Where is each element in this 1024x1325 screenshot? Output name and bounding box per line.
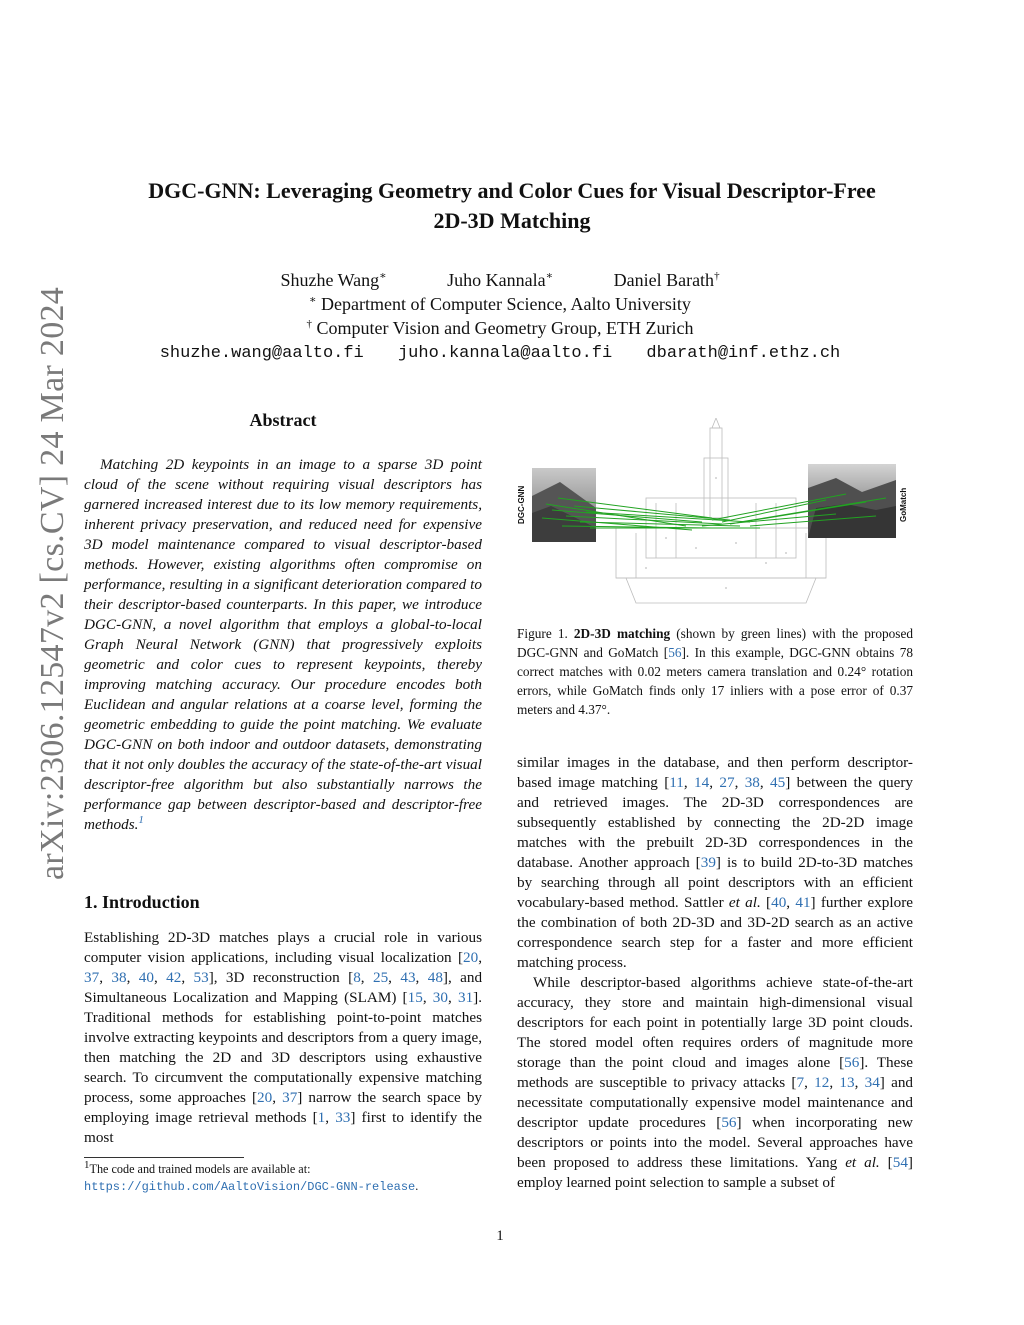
point-cloud-dots	[645, 477, 787, 589]
page-number: 1	[496, 1228, 504, 1244]
section-heading: 1. Introduction	[84, 892, 200, 912]
email: shuzhe.wang@aalto.fi	[159, 344, 364, 363]
footnote-rule	[84, 1157, 244, 1158]
author-list	[0, 270, 1000, 291]
title-line-2: 2D-3D Matching	[433, 208, 591, 233]
footnote-ref[interactable]: 1	[138, 813, 144, 826]
citation[interactable]: 37	[84, 969, 100, 986]
citation[interactable]: 56	[668, 645, 682, 660]
citation[interactable]: 13	[839, 1074, 855, 1091]
paragraph: similar images in the database, and then perform descriptor-based image matching [11, 14, 27, 38, 45] between the query and retrieved images. The 2D-3D correspondences are subsequently established by connecting the 2D-2D image matches with the prebuilt 2D-3D correspondences in the database. Another approach [39] is to build 2D-to-3D matches by searching through all point descriptors with an efficient vocabulary-based method. Sattler et al. [40, 41] further explore the combination of both 2D-3D and 3D-2D search as an active correspondence search step for a faster and more efficient matching process.	[517, 754, 914, 971]
citation[interactable]: 20	[463, 949, 479, 966]
citation[interactable]: 14	[694, 774, 710, 791]
paper-title	[60, 176, 964, 236]
introduction-text: Establishing 2D-3D matches plays a crucial role in various computer vision applications, including visual localization [20, 37, 38, 40, 42, 53], 3D reconstruction [8, 25, 43, 48], and Simultaneous Localization and Mapping (SLAM) [15, 30, 31]. Traditional methods for establishing point-to-point matches involve extracting keypoints and descriptors from a query image, then matching the 2D and 3D descriptors using exhaustive search. To circumvent the computationally expensive matching process, some approaches [20, 37] narrow the search space by employing image retrieval methods [1, 33] first to identify the most	[84, 929, 483, 1146]
email-list	[0, 344, 1000, 363]
figure-1	[516, 418, 912, 614]
citation[interactable]: 42	[166, 969, 182, 986]
citation[interactable]: 41	[795, 894, 811, 911]
author: Daniel Barath†	[613, 270, 720, 290]
citation[interactable]: 30	[432, 989, 448, 1006]
citation[interactable]: 37	[282, 1089, 298, 1106]
abstract-text: Matching 2D keypoints in an image to a sparse 3D point cloud of the scene without requiring visual descriptors has garnered increased interest due to its low memory requirements, inherent privacy preservation, and reduced need for expensive 3D model maintenance compared to visual descriptor-based methods. However, existing algorithms often compromise on performance, resulting in a significant deterioration compared to their descriptor-based counterparts. In this paper, we introduce DGC-GNN, a novel algorithm that employs a global-to-local Graph Neural Network (GNN) that progressively exploits geometric and color cues to represent keypoints, thereby improving matching accuracy. Our procedure encodes both Euclidean and angular relations at a coarse level, forming the geometric embedding to guide the point matching. We evaluate DGC-GNN on both indoor and outdoor datasets, demonstrating that it not only doubles the accuracy of the state-of-the-art visual descriptor-free algorithm but also substantially narrows the performance gap between descriptor-based and descriptor-free methods.$^1$	[84, 456, 482, 833]
citation[interactable]: 27	[719, 774, 735, 791]
citation[interactable]: 40	[138, 969, 154, 986]
citation[interactable]: 12	[814, 1074, 830, 1091]
citation[interactable]: 56	[721, 1114, 737, 1131]
figure-1-caption: Figure 1. 2D-3D matching (shown by green lines) with the proposed DGC-GNN and GoMatch [56]. In this example, DGC-GNN obtains 78 correct matches with 0.02 meters camera translation and 0.24° rotation errors, while GoMatch finds only 17 inliers with a pose error of 0.37 meters and 4.37°.	[517, 626, 914, 717]
arxiv-stamp: arXiv:2306.12547v2 [cs.CV] 24 Mar 2024	[34, 286, 71, 880]
email: dbarath@inf.ethz.ch	[646, 344, 841, 363]
affiliation: ∗ Department of Computer Science, Aalto University	[309, 294, 691, 314]
citation[interactable]: 33	[335, 1109, 351, 1126]
author: Shuzhe Wang∗	[280, 270, 387, 290]
repo-link[interactable]: https://github.com/AaltoVision/DGC-GNN-release	[84, 1180, 416, 1194]
citation[interactable]: 25	[372, 969, 389, 986]
figure-label-left: DGC-GNN	[517, 485, 526, 524]
citation[interactable]: 39	[700, 854, 716, 871]
abstract-heading: Abstract	[249, 410, 317, 430]
citation[interactable]: 11	[669, 774, 684, 791]
citation[interactable]: 54	[892, 1154, 908, 1171]
citation[interactable]: 31	[457, 989, 474, 1006]
citation[interactable]: 34	[864, 1074, 880, 1091]
citation[interactable]: 7	[796, 1074, 805, 1091]
citation[interactable]: 8	[353, 969, 361, 986]
title-line-1: DGC-GNN: Leveraging Geometry and Color Cues for Visual Descriptor-Free	[148, 178, 876, 203]
right-column-text	[517, 753, 913, 1193]
author: Juho Kannala∗	[447, 270, 554, 290]
citation[interactable]: 53	[193, 969, 209, 986]
citation[interactable]: 1	[317, 1109, 326, 1126]
email: juho.kannala@aalto.fi	[397, 344, 613, 363]
citation[interactable]: 56	[844, 1054, 860, 1071]
citation[interactable]: 43	[400, 969, 416, 986]
paragraph: While descriptor-based algorithms achieve state-of-the-art accuracy, they store and maintain high-dimensional visual descriptors for each point in potentially large 3D point clouds. The stored model often requires orders of magnitude more storage than the point cloud and images alone [56]. These methods are susceptible to privacy attacks [7, 12, 13, 34] and necessitate computationally expensive model maintenance and descriptor update procedures [56] when incorporating new descriptors or points into the model. Several approaches have been proposed to address these limitations. Yang et al. [54] employ learned point selection to sample a subset of	[517, 974, 914, 1191]
figure-label-right: GoMatch	[899, 487, 908, 522]
point-cloud	[616, 418, 826, 603]
footnote: $^1$The code and trained models are available at: https://github.com/AaltoVision/DGC-GNN-release.	[84, 1158, 419, 1194]
citation[interactable]: 20	[257, 1089, 273, 1106]
citation[interactable]: 38	[744, 774, 760, 791]
citation[interactable]: 45	[770, 774, 786, 791]
affiliation: † Computer Vision and Geometry Group, ETH Zurich	[306, 318, 694, 338]
citation[interactable]: 40	[771, 894, 787, 911]
query-image-left	[532, 468, 596, 542]
figure-1-illustration	[516, 418, 912, 614]
citation[interactable]: 15	[407, 989, 423, 1006]
citation[interactable]: 38	[111, 969, 127, 986]
citation[interactable]: 48	[427, 969, 443, 986]
